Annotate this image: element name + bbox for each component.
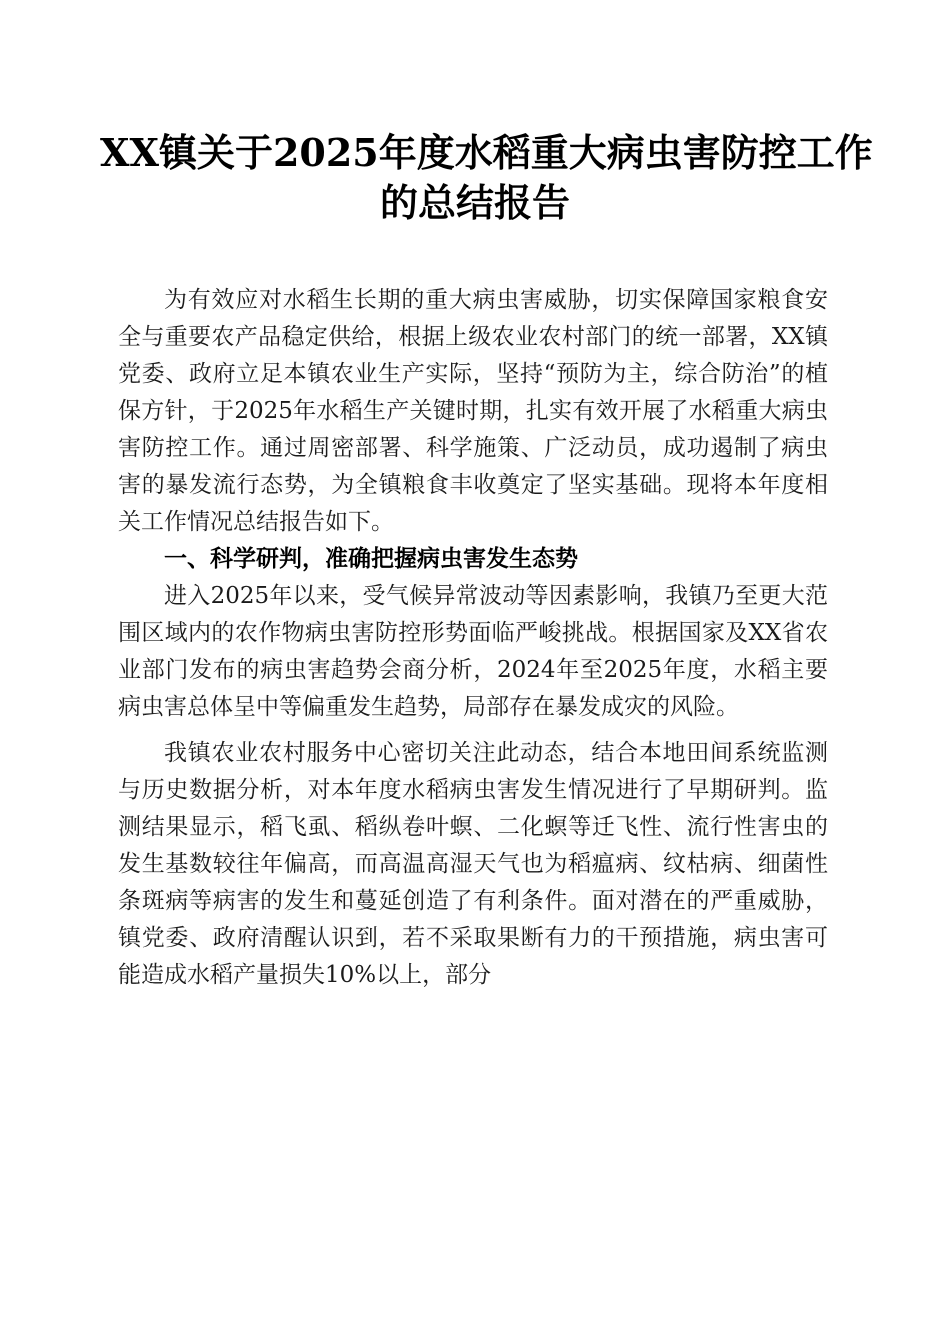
- intro-paragraph: 为有效应对水稻生长期的重大病虫害威胁，切实保障国家粮食安全与重要农产品稳定供给，根据上级农业农村部门的统一部署，XX镇党委、政府立足本镇农业生产实际，坚持“预防为主，综合防治”的植保方针，于2025年水稻生产关键时期，扎实有效开展了水稻重大病虫害防控工作。通过周密部署、科学施策、广泛动员，成功遏制了病虫害的暴发流行态势，为全镇粮食丰收奠定了坚实基础。现将本年度相关工作情况总结报告如下。: [118, 287, 828, 535]
- section-1-heading: 一、科学研判，准确把握病虫害发生态势: [164, 546, 578, 572]
- document-title: [100, 128, 873, 228]
- title-line-2: 的总结报告: [379, 180, 570, 225]
- section-1-paragraph-1: 进入2025年以来，受气候异常波动等因素影响，我镇乃至更大范围区域内的农作物病虫害防控形势面临严峻挑战。根据国家及XX省农业部门发布的病虫害趋势会商分析，2024年至2025年度，水稻主要病虫害总体呈中等偏重发生趋势，局部存在暴发成灾的风险。: [118, 583, 828, 720]
- document-body: [118, 282, 828, 994]
- section-1-paragraph-2: 我镇农业农村服务中心密切关注此动态，结合本地田间系统监测与历史数据分析，对本年度水稻病虫害发生情况进行了早期研判。监测结果显示，稻飞虱、稻纵卷叶螟、二化螟等迁飞性、流行性害虫的发生基数较往年偏高，而高温高湿天气也为稻瘟病、纹枯病、细菌性条斑病等病害的发生和蔓延创造了有利条件。面对潜在的严重威胁，镇党委、政府清醒认识到，若不采取果断有力的干预措施，病虫害可能造成水稻产量损失10%以上，部分: [118, 740, 828, 988]
- paragraph-gap: [118, 726, 828, 735]
- title-line-1: XX镇关于2025年度水稻重大病虫害防控工作: [100, 130, 873, 175]
